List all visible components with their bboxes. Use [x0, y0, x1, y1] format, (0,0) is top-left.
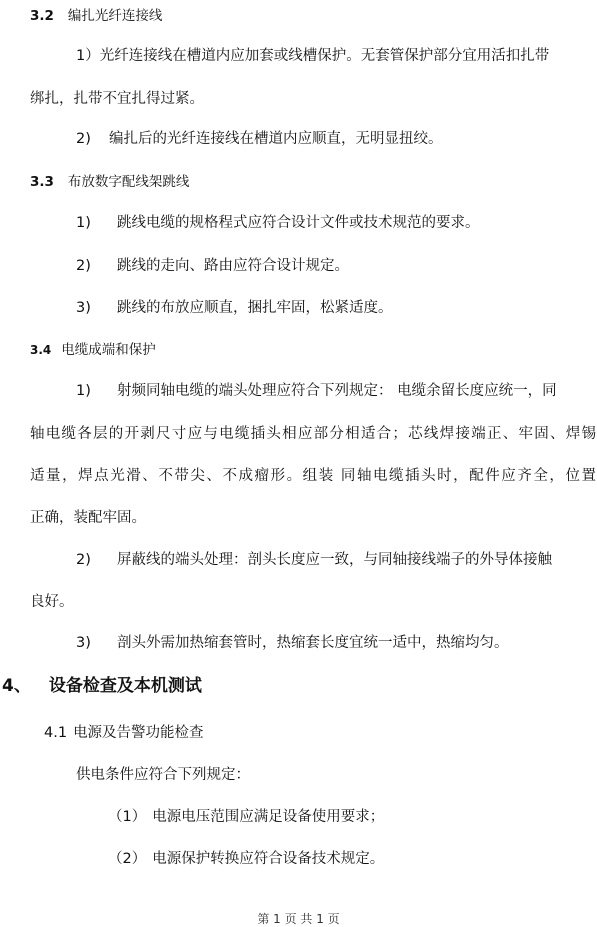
paragraph-line: 绑扎，扎带不宜扎得过紧。: [30, 91, 204, 107]
paragraph-line: 1）光纤连接线在槽道内应加套或线槽保护。无套管保护部分宜用活扣扎带: [76, 48, 550, 64]
item-number: 3): [76, 635, 91, 651]
item-number: 1): [76, 215, 91, 231]
item-number: （1）: [108, 809, 147, 825]
list-item: [76, 129, 443, 149]
heading-number: 3.4: [30, 343, 52, 357]
list-item: [76, 633, 509, 653]
heading-title: 编扎光纤连接线: [67, 8, 163, 24]
paragraph-line: 适量，焊点光滑、不带尖、不成瘤形。组装 同轴电缆插头时，配件应齐全，位置: [30, 468, 596, 484]
heading-title: 设备检查及本机测试: [48, 676, 202, 696]
list-item: [108, 807, 384, 827]
list-item: [76, 256, 349, 276]
heading-number: 3.3: [30, 174, 54, 190]
heading-3-2: [30, 6, 162, 26]
item-text: 跳线的走向、路由应符合设计规定。: [117, 258, 349, 274]
item-text: 跳线的布放应顺直，捆扎牢固，松紧适度。: [117, 300, 393, 316]
item-number: 2): [76, 552, 91, 568]
paragraph-line: 供电条件应符合下列规定：: [76, 767, 250, 783]
list-item: [76, 298, 393, 318]
item-text: 编扎后的光纤连接线在槽道内应顺直，无明显扭绞。: [109, 131, 443, 147]
heading-title: 电缆成端和保护: [61, 342, 156, 358]
item-number: 1): [76, 383, 91, 399]
list-item: [108, 849, 384, 869]
item-text: 电源电压范围应满足设备使用要求；: [152, 809, 385, 825]
item-text: 射频同轴电缆的端头处理应符合下列规定： 电缆余留长度应统一，同: [117, 383, 557, 399]
item-number: （2）: [108, 851, 147, 867]
item-number: 3): [76, 300, 91, 316]
heading-number: 4.1: [44, 725, 68, 741]
heading-4: [2, 676, 202, 696]
heading-title: 电源及告警功能检查: [73, 725, 204, 741]
list-item: [76, 381, 557, 401]
item-text: 跳线电缆的规格程式应符合设计文件或技术规范的要求。: [117, 215, 480, 231]
heading-3-4: [30, 340, 156, 360]
list-item: [76, 213, 480, 233]
heading-3-3: [30, 172, 189, 192]
paragraph-line: 正确，装配牢固。: [30, 510, 146, 526]
item-text: 屏蔽线的端头处理：剖头长度应一致，与同轴接线端子的外导体接触: [117, 552, 552, 568]
heading-number: 4、: [2, 676, 31, 696]
item-text: 剖头外需加热缩套管时，热缩套长度宜统一适中，热缩均匀。: [117, 635, 509, 651]
heading-4-1: [44, 723, 204, 743]
paragraph-line: 轴电缆各层的开剥尺寸应与电缆插头相应部分相适合；芯线焊接端正、牢固、焊锡: [30, 426, 596, 442]
item-number: 2): [76, 131, 91, 147]
list-item: [76, 550, 552, 570]
heading-number: 3.2: [30, 8, 54, 24]
heading-title: 布放数字配线架跳线: [67, 174, 190, 190]
page-footer: 第 1 页 共 1 页: [257, 912, 340, 926]
paragraph-line: 良好。: [30, 594, 74, 610]
item-number: 2): [76, 258, 91, 274]
item-text: 电源保护转换应符合设备技术规定。: [152, 851, 385, 867]
